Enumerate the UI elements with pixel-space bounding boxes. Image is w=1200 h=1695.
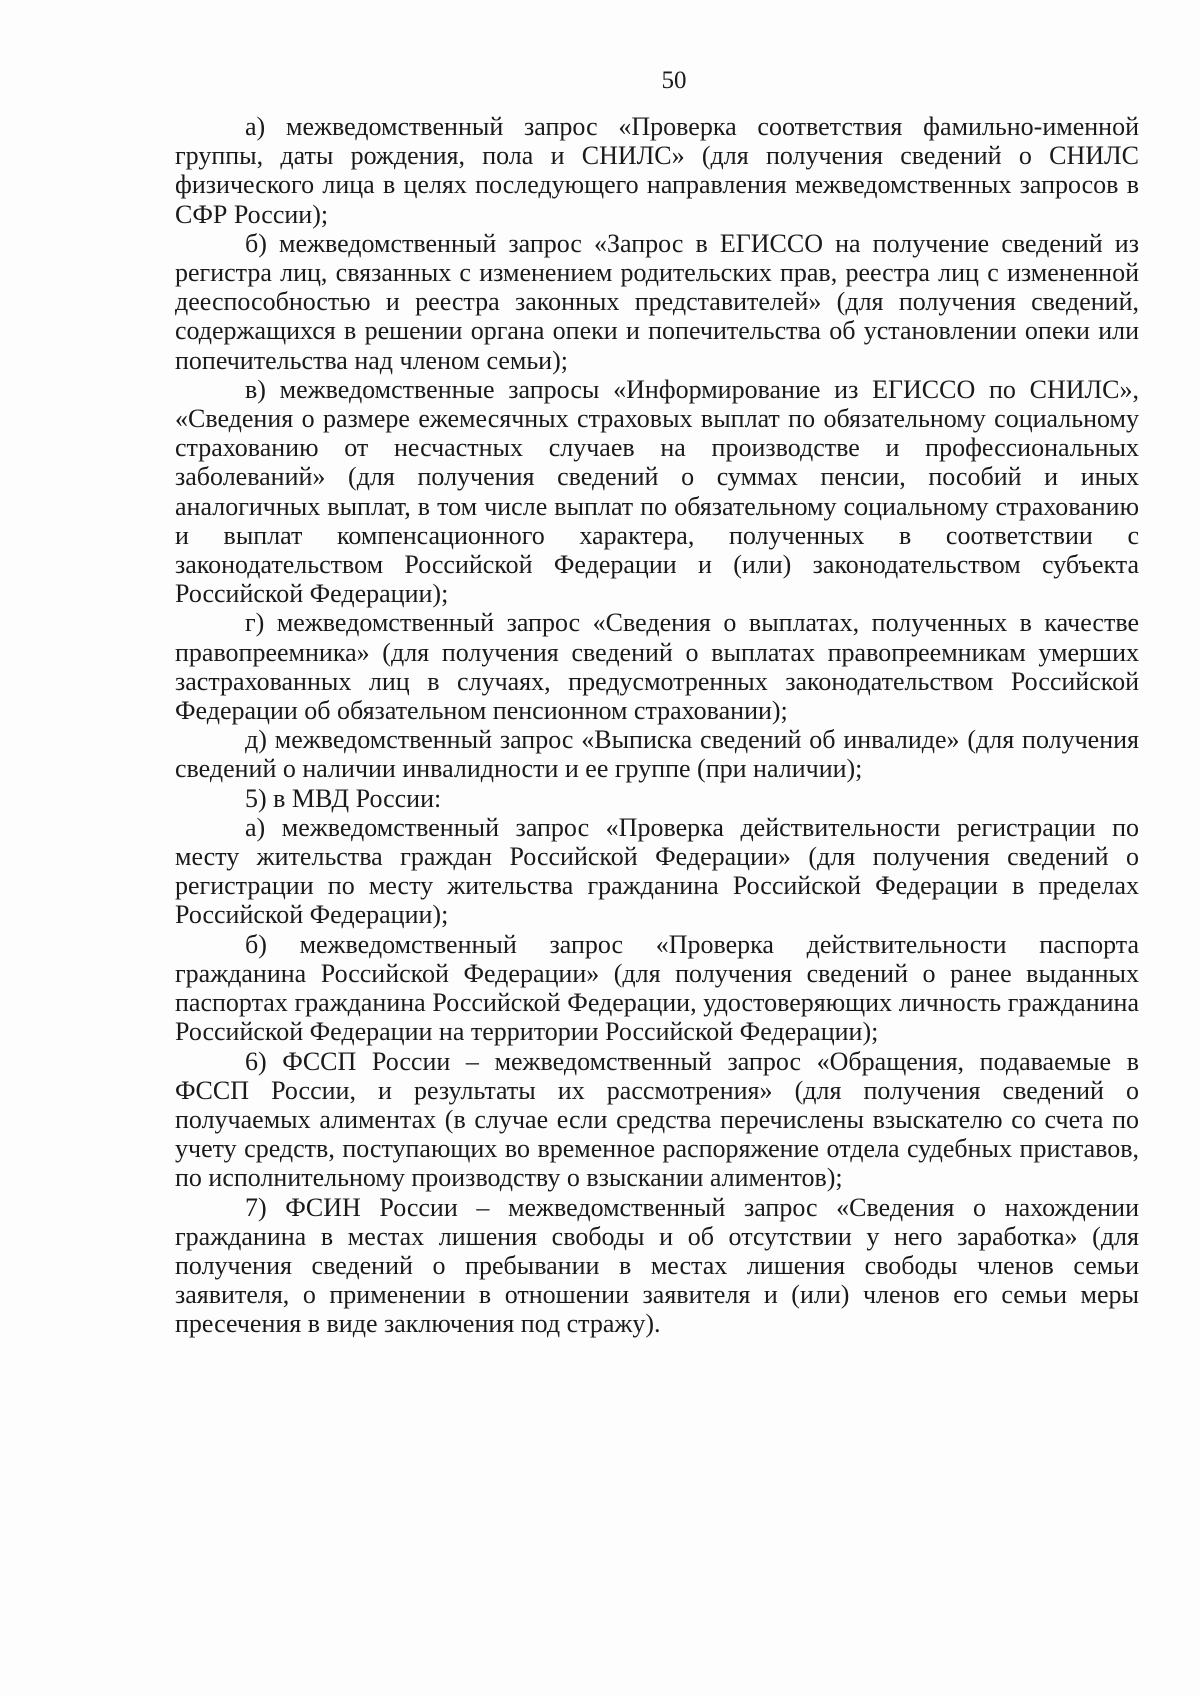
page-number: 50 (661, 67, 687, 94)
paragraph-7-fsin: 7) ФСИН России – межведомственный запрос «Сведения о нахождении гражданина в местах лишения свободы и об отсутствии у него заработка» (для получения сведений о пребывании в местах лишения свободы членов семьи заявителя, о применении в отношении заявителя и (или) членов его семьи меры пресечения в виде заключения под стражу). (175, 1192, 1139, 1339)
paragraph-a-registration-check: а) межведомственный запрос «Проверка действительности регистрации по месту жительства граждан Российской Федерации» (для получения сведений о регистрации по месту жительства гражданина Российской Федерации в пределах Российской Федерации); (175, 812, 1139, 930)
paragraph-g-successor-payments: г) межведомственный запрос «Сведения о выплатах, полученных в качестве правопреемника» (для получения сведений о выплатах правопреемникам умерших застрахованных лиц в случаях, предусмотренных законодательством Российской Федерации об обязательном пенсионном страховании); (175, 608, 1139, 726)
paragraph-b-egisso-registry: б) межведомственный запрос «Запрос в ЕГИССО на получение сведений из регистра лиц, связанных с изменением родительских прав, реестра лиц с измененной дееспособностью и реестра законных представителей» (для получения сведений, содержащихся в решении органа опеки и попечительства об установлении опеки или попечительства над членом семьи); (175, 228, 1139, 375)
paragraph-a-snils-check: а) межведомственный запрос «Проверка соответствия фамильно-именной группы, даты рождения, пола и СНИЛС» (для получения сведений о СНИЛС физического лица в целях последующего направления межведомственных запросов в СФР России); (175, 112, 1139, 229)
paragraph-5-mvd-heading: 5) в МВД России: (245, 783, 442, 813)
paragraph-d-disability-extract: д) межведомственный запрос «Выписка сведений об инвалиде» (для получения сведений о наличии инвалидности и ее группе (при наличии); (175, 725, 1139, 784)
document-body (175, 112, 1139, 1339)
paragraph-b-passport-check: б) межведомственный запрос «Проверка действительности паспорта гражданина Российской Федерации» (для получения сведений о ранее выданных паспортах гражданина Российской Федерации, удостоверяющих личность гражданина Российской Федерации на территории Российской Федерации); (175, 929, 1139, 1047)
paragraph-6-fssp: 6) ФССП России – межведомственный запрос «Обращения, подаваемые в ФССП России, и результаты их рассмотрения» (для получения сведений о получаемых алиментах (в случае если средства перечислены взыскателю со счета по учету средств, поступающих во временное распоряжение отдела судебных приставов, по исполнительному производству о взыскании алиментов); (175, 1046, 1139, 1193)
paragraph-v-egisso-payments: в) межведомственные запросы «Информирование из ЕГИССО по СНИЛС», «Сведения о размере ежемесячных страховых выплат по обязательному социальному страхованию от несчастных случаев на производстве и профессиональных заболеваний» (для получения сведений о суммах пенсии, пособий и иных аналогичных выплат, в том числе выплат по обязательному социальному страхованию и выплат компенсационного характера, полученных в соответствии с законодательством Российской Федерации и (или) законодательством субъекта Российской Федерации); (175, 374, 1139, 609)
